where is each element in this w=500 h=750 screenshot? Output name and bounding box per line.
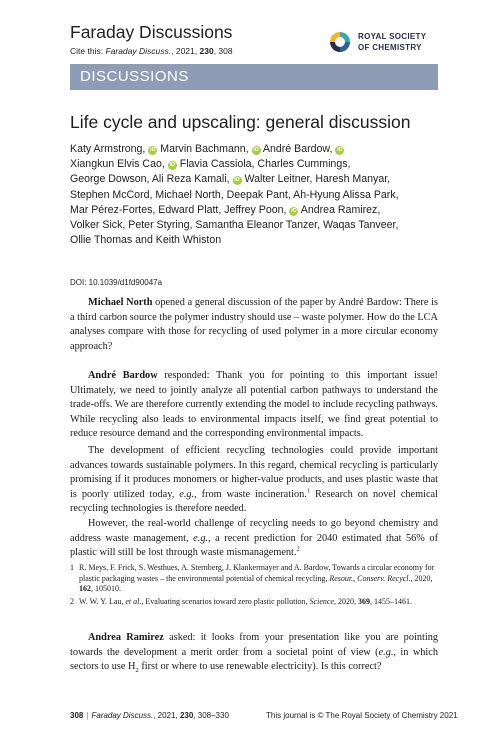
copyright-notice: This journal is © The Royal Society of Chemistry 2021	[266, 711, 458, 720]
doi-link[interactable]: DOI: 10.1039/d1fd90047a	[70, 278, 163, 287]
section-banner	[70, 64, 438, 90]
reference-number: 1	[70, 563, 74, 572]
paragraph	[70, 296, 438, 354]
article-title: Life cycle and upscaling: general discussion	[70, 112, 411, 132]
reference-text: W. W. Y. Lau,	[79, 596, 126, 606]
reference-item	[70, 563, 438, 595]
author-name: Katy Armstrong,	[70, 143, 146, 155]
reference-text: et al.	[125, 596, 142, 606]
ref-link-2[interactable]: 2	[296, 545, 300, 553]
paragraph-text: The development of efficient recycling technologies could provide important advances towards sustainable polymers. In this regard, chemical recycling is particularly promising if it produces monomers or higher-value products, and uses plastic waste that is poorly utilized today,	[70, 444, 438, 500]
paragraph-text: first or where to use renewable electricity). Is this correct?	[138, 661, 382, 673]
author-name: Walter Leitner, Haresh Manyar,	[244, 173, 391, 186]
footer-volume: 230	[179, 711, 194, 720]
reference-number: 2	[70, 596, 74, 606]
publisher-name	[358, 32, 426, 53]
reference-item	[70, 597, 438, 608]
footer-pages: , 308–330	[193, 711, 229, 720]
reference-text: , Evaluating scenarios toward zero plastic pollution,	[141, 596, 310, 606]
footer-separator: |	[86, 711, 89, 720]
paragraph-text: opened a general discussion of the paper by André Bardow: There is a third carbon source the polymer industry should use – waste polymer. How do the LCA analyses compare with those for recycling of used polymer in a more circular economy approach?	[70, 297, 438, 352]
page-number: 308	[70, 711, 84, 720]
orcid-icon[interactable]: iD	[291, 207, 297, 214]
paragraph-text: , a recent prediction for 2040 estimated that 56% of plastic will still be lost through waste mismanagement.	[70, 532, 438, 559]
discussion-block-2	[70, 369, 438, 561]
discussion-block-3	[70, 631, 438, 675]
paragraph-text: , in which sectors to use H	[70, 646, 438, 673]
footer-journal: Faraday Discuss.	[91, 711, 154, 720]
cite-line	[70, 46, 233, 56]
orcid-icon[interactable]: iD	[234, 177, 240, 184]
paragraph-text: asked: it looks from your presentation like you are pointing towards the development a merit order from a societal point of view (	[70, 632, 438, 658]
reference-volume: 369	[358, 596, 370, 606]
publisher-line2: OF CHEMISTRY	[358, 42, 422, 52]
reference-volume: 162	[79, 584, 91, 594]
orcid-icon[interactable]: iD	[337, 147, 343, 153]
footer-year: , 2021,	[153, 711, 178, 720]
journal-name: Faraday Discussions	[70, 22, 233, 42]
orcid-icon[interactable]: iD	[253, 147, 259, 153]
paragraph	[70, 517, 438, 561]
author-name: Stephen McCord, Michael North, Deepak Pant, Ah-Hyung Alissa Park,	[70, 188, 399, 201]
speaker-name: Michael North	[88, 297, 153, 308]
reference-text: R. Meys, F. Frick, S. Westhues, A. Sternberg, J. Klankermayer and A. Bardow, Towards a circular economy for plastic packaging wastes – the environmental potential of chemical recycling,	[79, 563, 435, 583]
publisher-logo	[328, 30, 438, 56]
author-name: Xiangkun Elvis Cao,	[70, 158, 165, 171]
paragraph	[70, 444, 438, 517]
author-name: George Dowson, Ali Reza Kamali,	[70, 173, 230, 186]
author-name: Flavia Cassiola, Charles Cummings,	[179, 158, 351, 171]
reference-text: , 2020,	[410, 573, 433, 583]
author-name: André Bardow,	[262, 143, 333, 155]
cite-volume: 230	[199, 46, 214, 56]
publisher-line1: ROYAL SOCIETY	[358, 32, 427, 41]
author-name: Ollie Thomas and Keith Whiston	[70, 234, 222, 247]
paragraph-text: e.g.	[378, 646, 394, 658]
paragraph-text: Research on novel chemical recycling technologies is therefore needed.	[70, 488, 438, 515]
reference-journal: Science	[309, 596, 334, 606]
reference-list	[70, 563, 438, 609]
page-footer	[70, 711, 229, 720]
paragraph-text: e.g.	[193, 532, 209, 544]
cite-year: , 2021,	[171, 46, 198, 56]
cite-pages: , 308	[213, 46, 233, 56]
paragraph	[70, 631, 438, 675]
banner-label: DISCUSSIONS	[80, 68, 189, 85]
orcid-icon[interactable]: iD	[150, 147, 156, 153]
author-name: Marvin Bachmann,	[160, 143, 249, 155]
paragraph	[70, 369, 438, 442]
subscript: 2	[135, 667, 139, 675]
reference-text: , 2020,	[334, 596, 358, 606]
paragraph-text: e.g.	[179, 488, 195, 500]
rsc-logo-icon	[328, 30, 352, 54]
paragraph-text: responded: Thank you for pointing to this important issue! Ultimately, we need to jointly analyze all potential carbon pathways to understand the trade-offs. We are therefore currently extending the model to include recycling pathways. While recycling also leads to environmental impacts itself, we find great potential to reduce resource demand and the corresponding environmental impacts.	[70, 370, 438, 440]
discussion-block-1	[70, 296, 438, 354]
cite-label: Cite this:	[70, 46, 104, 56]
paragraph-text: , from waste incineration.	[194, 488, 307, 500]
ref-link-1[interactable]: 1	[306, 487, 311, 495]
speaker-name: Andrea Ramirez	[88, 632, 164, 643]
reference-text: , 105010.	[91, 584, 121, 594]
author-name: Andrea Ramirez,	[300, 203, 381, 216]
reference-text: , 1455–1461.	[370, 596, 412, 606]
speaker-name: André Bardow	[88, 370, 158, 381]
orcid-icon[interactable]: iD	[169, 162, 176, 169]
reference-journal: Resour., Conserv. Recycl.	[329, 573, 411, 583]
author-name: Mar Pérez-Fortes, Edward Platt, Jeffrey Poon,	[70, 203, 287, 216]
paragraph-text: However, the real-world challenge of recycling needs to go beyond chemistry and address waste management,	[70, 517, 438, 544]
author-list	[70, 142, 440, 248]
cite-journal: Faraday Discuss.	[105, 46, 172, 56]
author-name: Volker Sick, Peter Styring, Samantha Eleanor Tanzer, Waqas Tanveer,	[70, 219, 399, 232]
